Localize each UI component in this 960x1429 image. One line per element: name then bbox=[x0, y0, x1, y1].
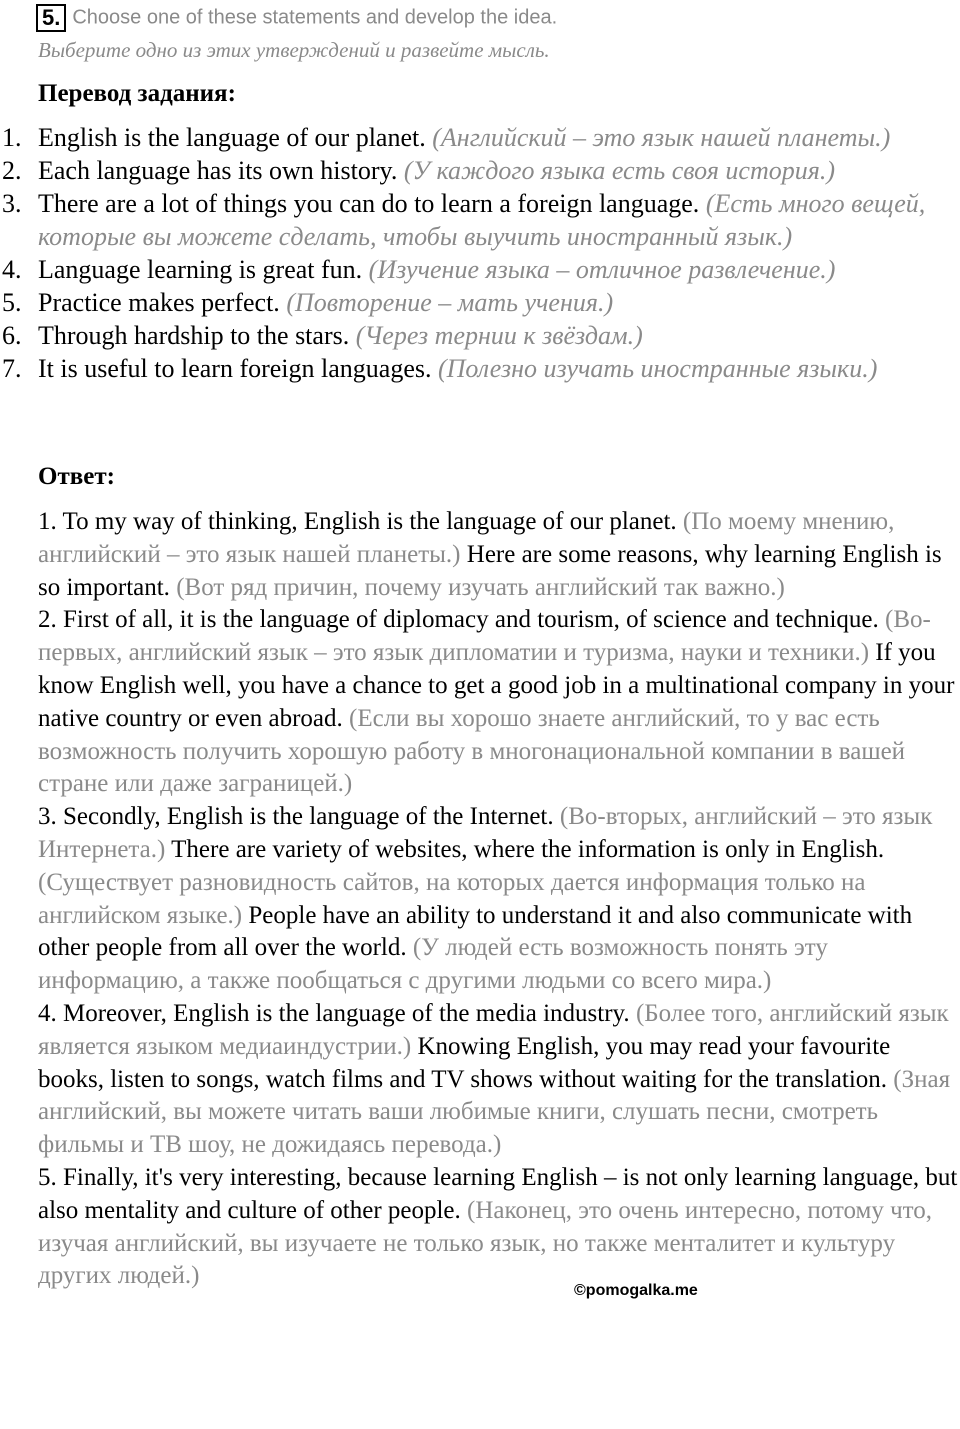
statement-en: It is useful to learn foreign languages. bbox=[38, 354, 432, 383]
answer-ru: (Более того, английский язык является языком медиаиндустрии.) bbox=[38, 999, 949, 1060]
statement-number: 6. bbox=[2, 321, 22, 350]
answer-en: 4. Moreover, English is the language of the media industry. bbox=[38, 999, 630, 1027]
statement-en: English is the language of our planet. bbox=[38, 123, 426, 152]
answer-ru: (По моему мнению, английский – это язык нашей планеты.) bbox=[38, 508, 895, 568]
answer-ru: (Вот ряд причин, почему изучать английский так важно.) bbox=[176, 573, 785, 601]
answer-ru: (Зная английский, вы можете читать ваши любимые книги, слушать песни, смотреть фильмы и ТВ шоу, не дожидаясь перевода.) bbox=[38, 1065, 951, 1159]
statement-number: 5. bbox=[2, 288, 22, 317]
answer-paragraph bbox=[38, 1162, 958, 1293]
watermark: ©pomogalka.me bbox=[574, 1282, 698, 1299]
statement-ru: (Повторение – мать учения.) bbox=[286, 288, 614, 317]
statement-item bbox=[0, 319, 953, 352]
answer-heading: Ответ: bbox=[38, 463, 115, 490]
statement-en: Each language has its own history. bbox=[38, 156, 398, 185]
statement-number: 2. bbox=[2, 156, 22, 185]
translation-heading: Перевод задания: bbox=[38, 80, 236, 107]
statement-number: 4. bbox=[2, 255, 22, 284]
statement-en: Practice makes perfect. bbox=[38, 288, 280, 317]
answer-en: Knowing English, you may read your favourite books, listen to songs, watch films and TV shows without waiting for the translation. bbox=[38, 1032, 891, 1093]
answer-ru: (Наконец, это очень интересно, потому что, изучая английский, вы изучаете не только язык, но также менталитет и культуру других людей.) bbox=[38, 1196, 932, 1290]
statement-number: 1. bbox=[2, 123, 22, 152]
statement-ru: (Есть много вещей, которые вы можете сделать, чтобы выучить иностранный язык.) bbox=[38, 189, 926, 251]
answer-en: People have an ability to understand it and also communicate with other people from all over the world. bbox=[38, 901, 913, 962]
answer-ru: (Во-первых, английский язык – это язык дипломатии и туризма, науки и техники.) bbox=[38, 606, 931, 667]
answer-paragraph bbox=[38, 801, 958, 998]
answer-ru: (Если вы хорошо знаете английский, то у вас есть возможность получить хорошую работу в многонациональной компании в вашей стране или даже заграницей.) bbox=[38, 704, 906, 798]
statement-ru: (Полезно изучать иностранные языки.) bbox=[438, 354, 878, 383]
statement-ru: (Английский – это язык нашей планеты.) bbox=[432, 123, 891, 152]
statement-item bbox=[0, 286, 953, 319]
answer-en: 3. Secondly, English is the language of the Internet. bbox=[38, 803, 554, 831]
statement-ru: (Через тернии к звёздам.) bbox=[355, 321, 643, 350]
answer-paragraph bbox=[38, 604, 958, 801]
answer-en: If you know English well, you have a chance to get a good job in a multinational company in your native country or even abroad. bbox=[38, 639, 955, 732]
answer-ru: (Во-вторых, английский – это язык Интернета.) bbox=[38, 803, 933, 863]
task-instruction-en: Choose one of these statements and develop the idea. bbox=[72, 6, 558, 29]
task-number: 5. bbox=[36, 4, 66, 32]
answer-paragraph bbox=[38, 506, 958, 604]
answer-ru: (Существует разновидность сайтов, на которых дается информация только на английском языке.) bbox=[38, 868, 866, 929]
statement-item bbox=[0, 352, 953, 385]
statement-item bbox=[0, 187, 953, 253]
answer-en: 2. First of all, it is the language of diplomacy and tourism, of science and technique. bbox=[38, 606, 879, 634]
statement-en: Language learning is great fun. bbox=[38, 255, 363, 284]
statement-item bbox=[0, 253, 953, 286]
answer-en: 1. To my way of thinking, English is the language of our planet. bbox=[38, 508, 677, 535]
statement-ru: (Изучение языка – отличное развлечение.) bbox=[368, 255, 836, 284]
task-header bbox=[36, 4, 557, 32]
task-instruction-ru: Выберите одно из этих утверждений и развейте мысль. bbox=[38, 38, 550, 62]
answer-ru: (У людей есть возможность понять эту информацию, а также пообщаться с другими людьми со всего мира.) bbox=[38, 934, 828, 995]
answer-en: Here are some reasons, why learning English is so important. bbox=[38, 540, 942, 601]
statement-item bbox=[0, 154, 953, 187]
statement-en: Through hardship to the stars. bbox=[38, 321, 350, 350]
statement-number: 7. bbox=[2, 354, 22, 383]
answer-en: There are variety of websites, where the information is only in English. bbox=[171, 835, 885, 863]
answer-body bbox=[38, 506, 958, 1293]
statement-en: There are a lot of things you can do to learn a foreign language. bbox=[38, 189, 700, 218]
statement-item bbox=[0, 121, 953, 154]
answer-en: 5. Finally, it's very interesting, because learning English – is not only learning language, but also mentality and culture of other people. bbox=[38, 1163, 958, 1224]
statements-list bbox=[0, 121, 960, 385]
statement-number: 3. bbox=[2, 189, 22, 218]
answer-paragraph bbox=[38, 998, 958, 1162]
statement-ru: (У каждого языка есть своя история.) bbox=[403, 156, 835, 185]
